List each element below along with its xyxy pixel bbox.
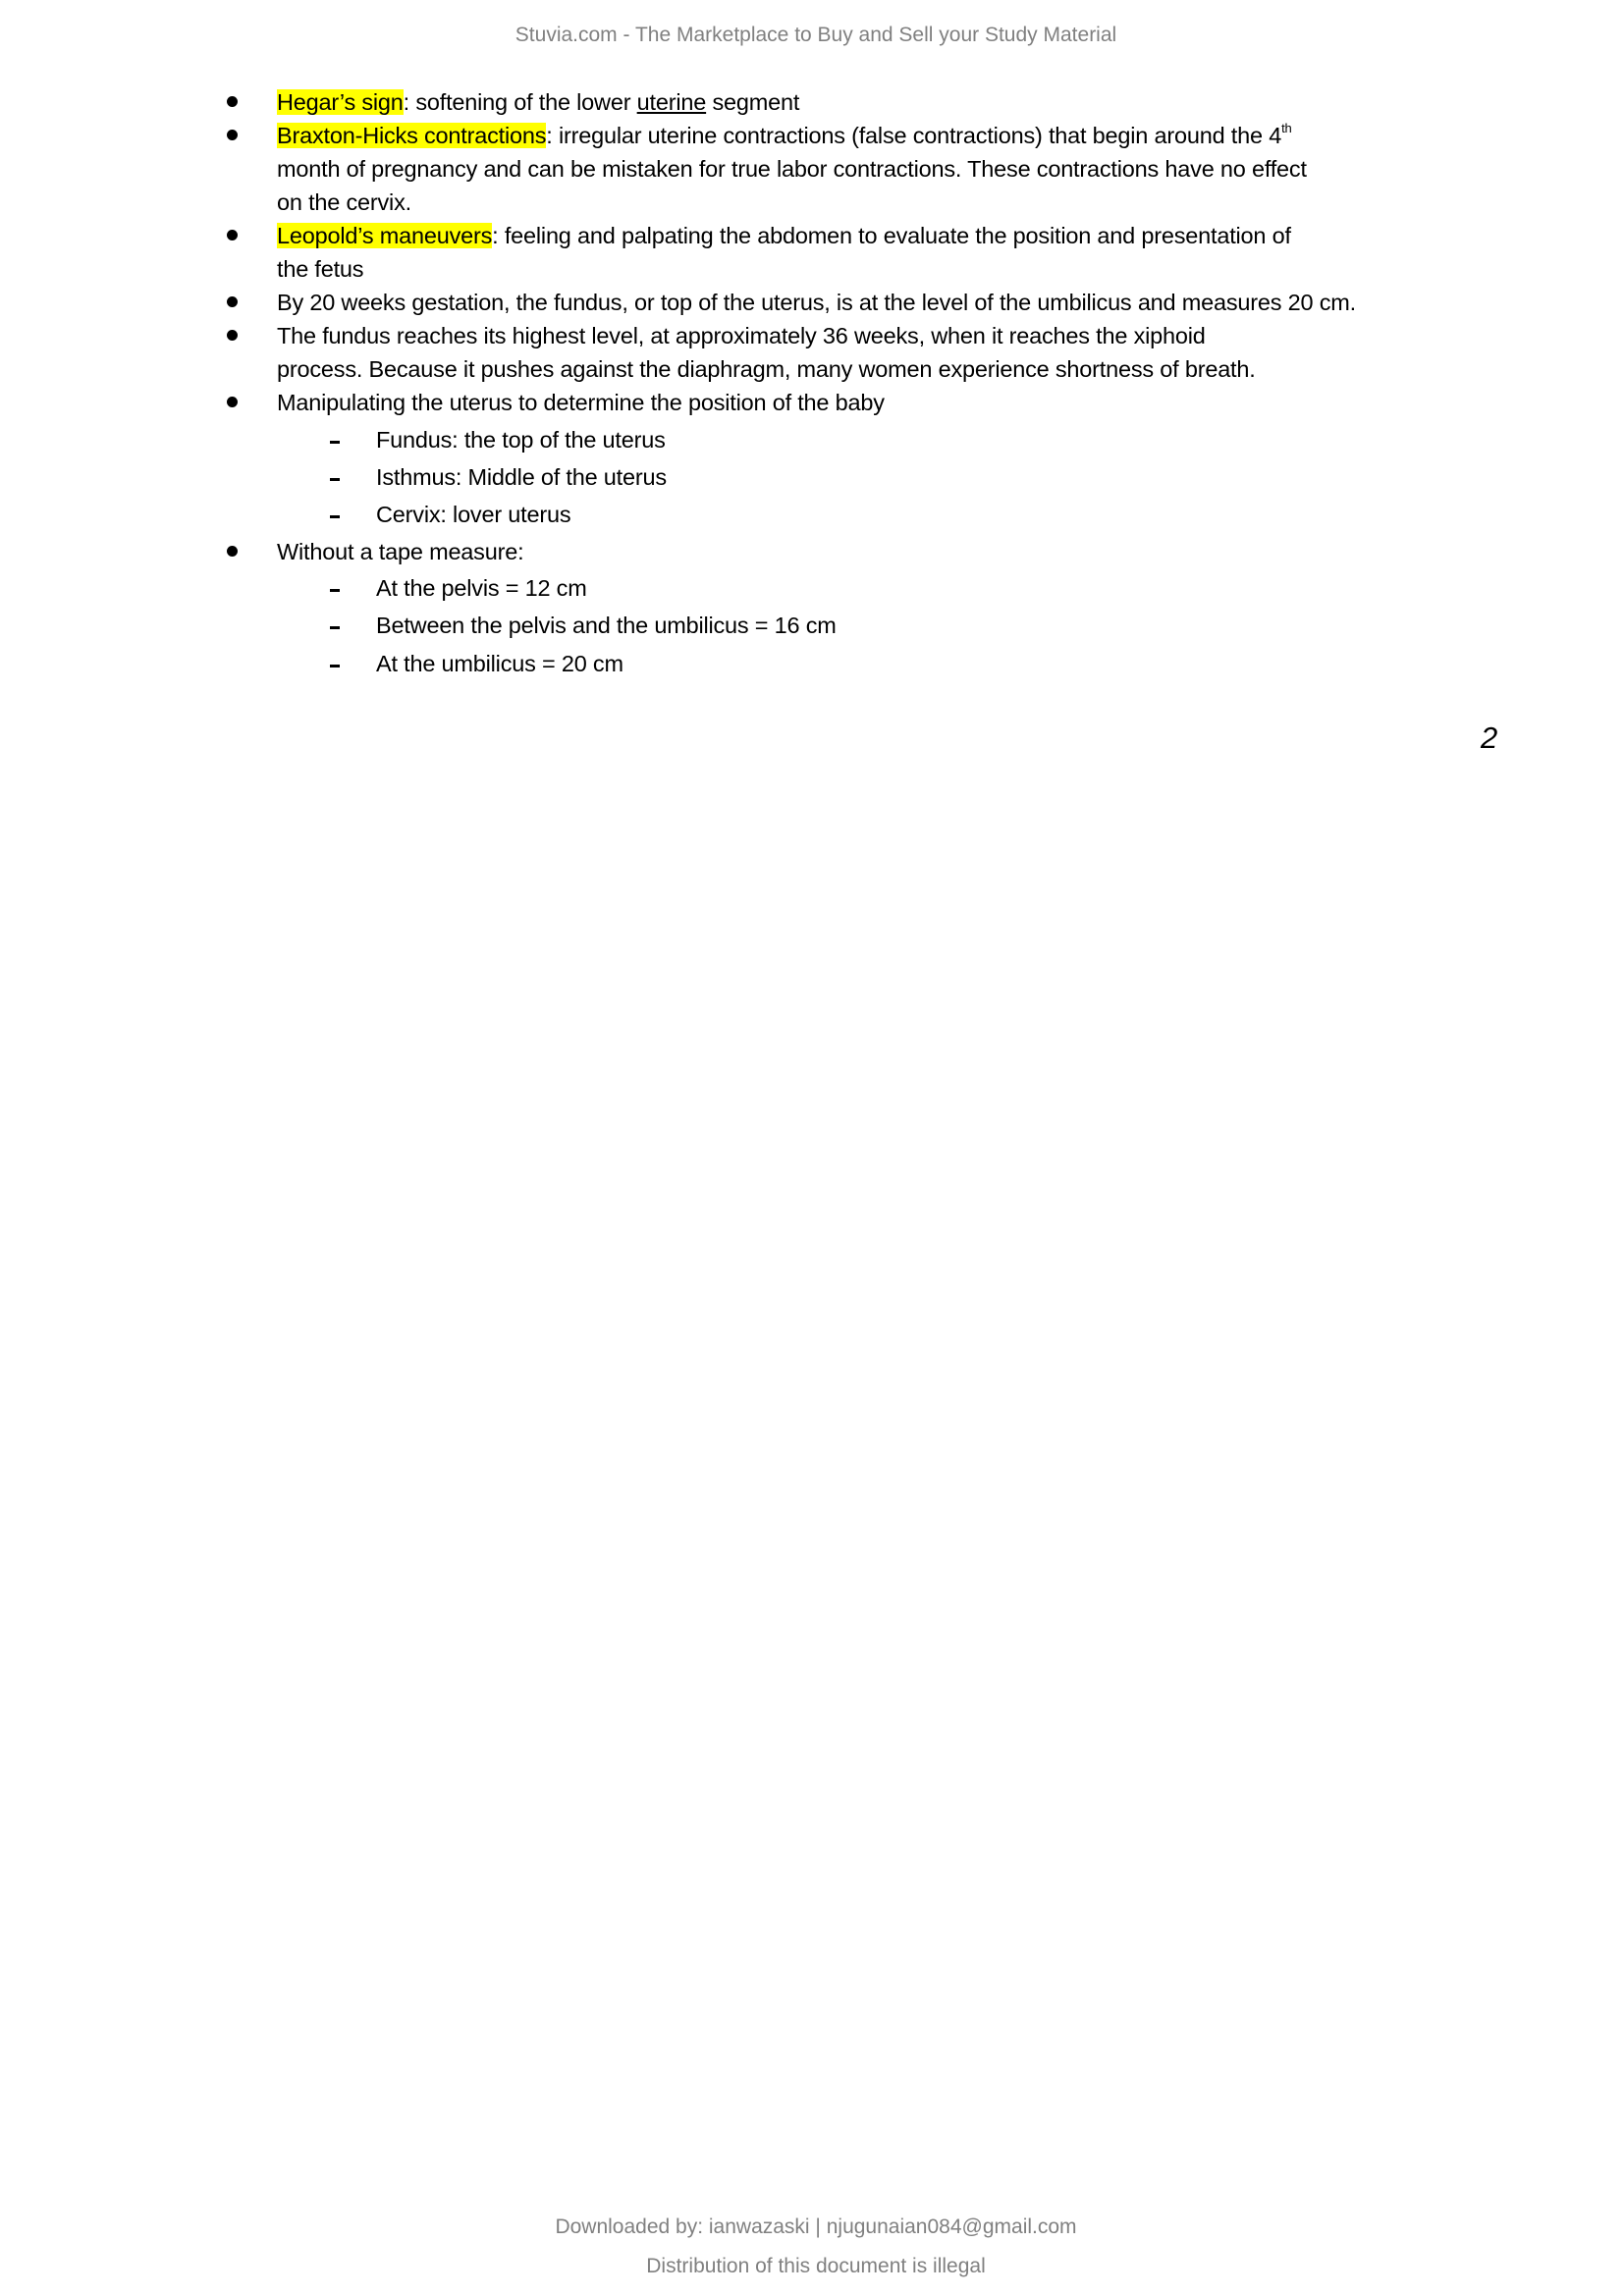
item-text: : softening of the lower — [403, 89, 637, 115]
item-text: : feeling and palpating the abdomen to evaluate the position and presentation of — [492, 223, 1291, 248]
sub-item: Between the pelvis and the umbilicus = 16 cm — [376, 613, 837, 638]
bullet-icon — [227, 230, 238, 240]
highlighted-term: Leopold’s maneuvers — [277, 223, 493, 248]
sub-item: At the pelvis = 12 cm — [376, 575, 587, 601]
sub-item: Isthmus: Middle of the uterus — [376, 464, 667, 490]
stuvia-header: Stuvia.com - The Marketplace to Buy and Sell your Study Material — [514, 24, 1117, 46]
item-continuation: on the cervix. — [277, 189, 411, 215]
dash-icon — [330, 515, 340, 518]
item-continuation: month of pregnancy and can be mistaken for true labor contractions. These contractions have no effect — [277, 156, 1307, 182]
underlined-word: uterine — [636, 89, 707, 115]
footer-downloaded-by: Downloaded by: ianwazaski | njugunaian084@gmail.com — [555, 2216, 1077, 2238]
bullet-icon — [227, 130, 238, 140]
item-text: segment — [706, 89, 800, 115]
bullet-icon — [227, 546, 238, 557]
bullet-icon — [227, 397, 238, 407]
dash-icon — [330, 626, 340, 629]
bullet-icon — [227, 296, 238, 307]
list-item-tape-measure: Without a tape measure: — [277, 539, 524, 564]
bullet-icon — [227, 330, 238, 341]
list-item-fundus: The fundus reaches its highest level, at approximately 36 weeks, when it reaches the xiphoid — [277, 323, 1206, 348]
sub-item: At the umbilicus = 20 cm — [376, 651, 623, 676]
list-item-braxton — [277, 119, 1292, 152]
item-text: : irregular uterine contractions (false contractions) that begin around the 4 — [546, 123, 1282, 148]
highlighted-term: Braxton-Hicks contractions — [277, 123, 547, 148]
page-number: 2 — [1481, 721, 1498, 755]
footer-notice: Distribution of this document is illegal — [646, 2255, 986, 2277]
dash-icon — [330, 589, 340, 592]
superscript: th — [1281, 121, 1292, 135]
sub-item: Fundus: the top of the uterus — [376, 427, 666, 453]
list-item-hegar — [277, 85, 799, 119]
dash-icon — [330, 441, 340, 444]
dash-icon — [330, 478, 340, 481]
sub-item: Cervix: lover uterus — [376, 502, 571, 527]
list-item-manipulating: Manipulating the uterus to determine the position of the baby — [277, 390, 885, 415]
item-continuation: the fetus — [277, 256, 364, 282]
bullet-icon — [227, 96, 238, 107]
dash-icon — [330, 665, 340, 667]
item-continuation: process. Because it pushes against the diaphragm, many women experience shortness of breath. — [277, 356, 1256, 382]
list-item-leopold — [277, 219, 1291, 252]
highlighted-term: Hegar’s sign — [277, 89, 404, 115]
list-item-20-weeks: By 20 weeks gestation, the fundus, or top of the uterus, is at the level of the umbilicus and measures 20 cm. — [277, 290, 1356, 315]
